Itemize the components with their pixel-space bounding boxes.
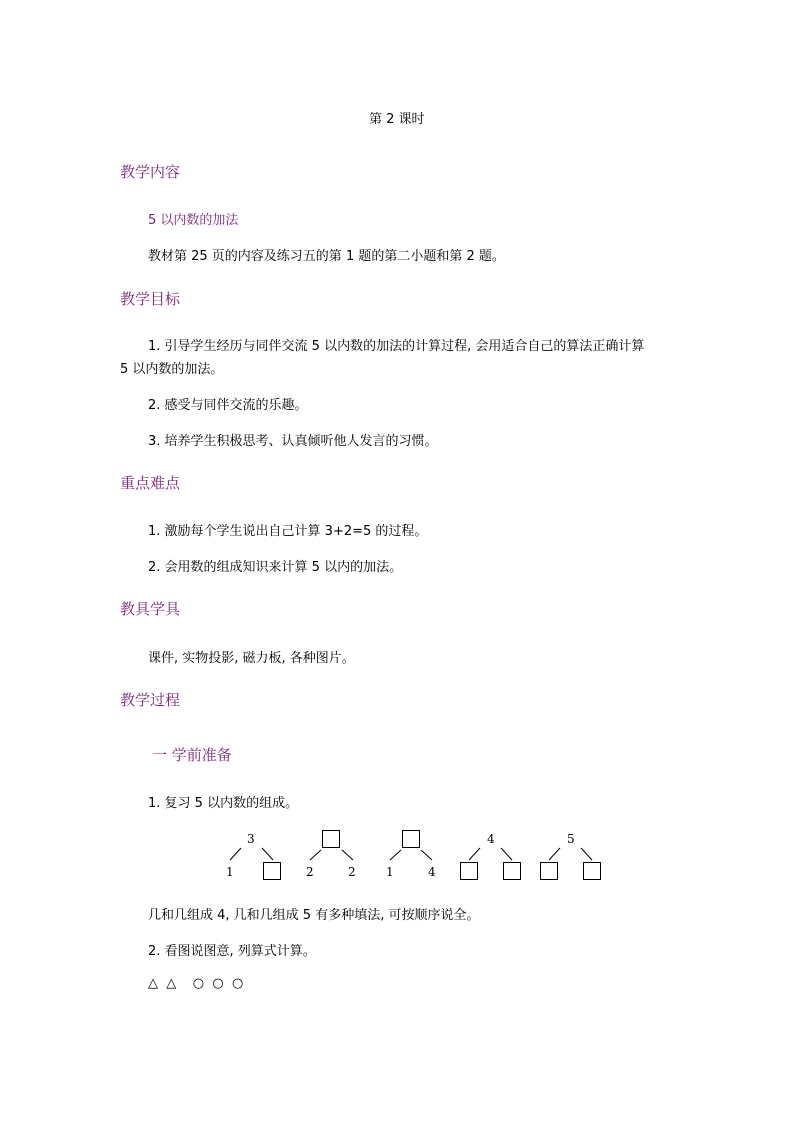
tree-1-right-box — [263, 862, 281, 880]
keypoint-item-2: 2. 会用数的组成知识来计算 5 以内的加法。 — [148, 560, 403, 575]
heading-content: 教学内容 — [120, 163, 181, 181]
tree-5-right-box — [583, 862, 601, 880]
heading-goals: 教学目标 — [120, 290, 181, 308]
goal-item-3: 3. 培养学生积极思考、认真倾听他人发言的习惯。 — [148, 434, 438, 449]
page-title: 第 2 课时 — [369, 112, 425, 127]
tree-3-right: 4 — [428, 865, 436, 879]
tree-4-top: 4 — [487, 832, 495, 846]
composition-note: 几和几组成 4, 几和几组成 5 有多种填法, 可按顺序说全。 — [148, 908, 480, 923]
process-item-1: 1. 复习 5 以内数的组成。 — [148, 796, 299, 811]
goal-item-1-line1: 1. 引导学生经历与同伴交流 5 以内数的加法的计算过程, 会用适合自己的算法正确计算 — [148, 339, 645, 354]
step-heading: 一 学前准备 — [152, 746, 232, 764]
heading-tools: 教具学具 — [120, 600, 181, 618]
tree-2-left: 2 — [306, 865, 314, 879]
tools-text: 课件, 实物投影, 磁力板, 各种图片。 — [148, 651, 355, 666]
heading-process: 教学过程 — [120, 691, 181, 709]
content-text: 教材第 25 页的内容及练习五的第 1 题的第二小题和第 2 题。 — [148, 249, 505, 264]
subheading-content: 5 以内数的加法 — [148, 213, 239, 228]
goal-item-2: 2. 感受与同伴交流的乐趣。 — [148, 398, 308, 413]
tree-1-top: 3 — [247, 832, 255, 846]
heading-keypoints: 重点难点 — [120, 474, 181, 492]
tree-4-right-box — [503, 862, 521, 880]
tree-5-left-box — [540, 862, 558, 880]
tree-2-top-box — [322, 830, 340, 848]
goal-item-1-line2: 5 以内数的加法。 — [120, 362, 224, 377]
tree-2-right: 2 — [348, 865, 356, 879]
tree-1-left: 1 — [226, 865, 234, 879]
shapes-row: △ △ ○ ○ ○ — [148, 976, 244, 991]
keypoint-item-1: 1. 激励每个学生说出自己计算 3+2=5 的过程。 — [148, 524, 428, 539]
tree-5-top: 5 — [567, 832, 575, 846]
process-item-2: 2. 看图说图意, 列算式计算。 — [148, 944, 316, 959]
tree-3-top-box — [402, 830, 420, 848]
tree-4-left-box — [460, 862, 478, 880]
tree-3-left: 1 — [386, 865, 394, 879]
